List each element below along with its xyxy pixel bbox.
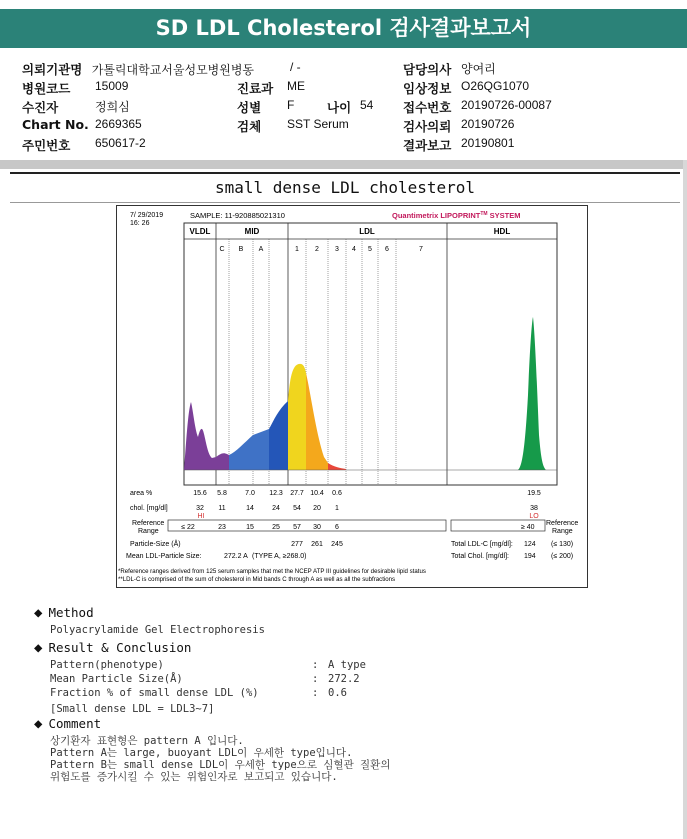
info-value: 650617-2 <box>95 136 146 150</box>
total-chol-value: 194 <box>524 553 536 560</box>
method-text: Polyacrylamide Gel Electrophoresis <box>50 624 265 636</box>
info-value: 20190726 <box>461 117 515 131</box>
report-title: small dense LDL cholesterol <box>10 172 680 203</box>
comment-line: 위험도를 증가시킬 수 있는 위험인자로 보고되고 있습니다. <box>50 771 338 783</box>
group-header-hdl: HDL <box>493 227 511 236</box>
mean-ldl-label: Mean LDL-Particle Size: <box>126 553 202 560</box>
mean-ldl-type: (TYPE A, ≥268.0) <box>252 553 307 560</box>
info-value: SST Serum <box>287 117 349 131</box>
band-label-a: A <box>258 246 264 253</box>
area-percent-cell: 5.8 <box>217 490 227 497</box>
chol-label: chol. [mg/dl] <box>130 505 168 512</box>
result-value: 0.6 <box>328 687 347 699</box>
particle-size-cell: 277 <box>291 541 303 548</box>
chart-sample: SAMPLE: 11-920885021310 <box>190 211 285 220</box>
total-ldl-label: Total LDL-C [mg/dl]: <box>451 541 513 548</box>
flag-hi: HI <box>197 513 205 520</box>
chol-cell: 20 <box>313 505 321 512</box>
area-percent-cell: 12.3 <box>269 490 283 497</box>
mean-ldl-value: 272.2 A <box>224 553 248 560</box>
band-label-4: 4 <box>352 246 356 253</box>
info-label: 접수번호 <box>403 100 452 115</box>
info-label: 진료과 <box>237 81 274 96</box>
area-percent-cell: 10.4 <box>310 490 324 497</box>
result-label: Fraction % of small dense LDL (%) <box>50 687 259 699</box>
band-label-2: 2 <box>315 246 319 253</box>
chol-cell: 32 <box>196 505 204 512</box>
info-label: 주민번호 <box>22 138 71 153</box>
area-percent-cell: 0.6 <box>332 490 342 497</box>
comment-heading: ◆ Comment <box>34 716 102 732</box>
total-ldl-ref: (≤ 130) <box>551 541 574 548</box>
footnote-1: *Reference ranges derived from 125 serum samples that met the NCEP ATP III guidelines for desirable lipid status <box>118 568 426 575</box>
info-label: 검사의뢰 <box>403 119 452 134</box>
result-label: Mean Particle Size(Å) <box>50 673 183 685</box>
ref-range-label: Reference <box>132 520 165 527</box>
info-value: 20190726-00087 <box>461 98 552 112</box>
info-label: 의뢰기관명 <box>22 62 83 77</box>
total-chol-ref: (≤ 200) <box>551 553 574 560</box>
comment-line: Pattern B는 small dense LDL이 우세한 type으로 심혈관 질환의 <box>50 759 391 771</box>
result-value: 272.2 <box>328 673 360 685</box>
ref-range-cell: 6 <box>335 524 339 531</box>
particle-size-cell: 261 <box>311 541 323 548</box>
age-value: 54 <box>360 98 374 112</box>
area-percent-cell: 7.0 <box>245 490 255 497</box>
result-sep: : <box>312 673 319 685</box>
ref-range-cell: 30 <box>313 524 321 531</box>
info-value: 양여리 <box>461 62 496 76</box>
info-label: 검체 <box>237 119 262 134</box>
scrollbar-track[interactable] <box>683 160 687 839</box>
particle-size-cell: 245 <box>331 541 343 548</box>
result-sep: : <box>312 687 319 699</box>
chart-date: 7/ 29/2019 <box>130 212 164 219</box>
chart-time: 16: 26 <box>130 220 150 227</box>
info-label: 담당의사 <box>403 62 452 77</box>
brand-logo: Quantimetrix LIPOPRINT™ SYSTEM <box>392 211 521 220</box>
band-label-6: 6 <box>385 246 389 253</box>
chol-cell: 54 <box>293 505 301 512</box>
total-chol-label: Total Chol. [mg/dl]: <box>451 553 509 560</box>
info-value: ME <box>287 79 305 93</box>
info-value: 15009 <box>95 79 129 93</box>
group-header-ldl: LDL <box>359 227 375 236</box>
band-label-1: 1 <box>295 246 299 253</box>
total-ldl-value: 124 <box>524 541 536 548</box>
result-note: [Small dense LDL = LDL3~7] <box>50 703 215 715</box>
info-label: 성별 <box>237 100 262 115</box>
info-value: 20190801 <box>461 136 515 150</box>
comment-line: Pattern A는 large, buoyant LDL이 우세한 type입니다. <box>50 747 353 759</box>
info-value: 2669365 <box>95 117 142 131</box>
side-ref-label: Reference <box>546 520 579 527</box>
particle-size-label: Particle-Size (Å) <box>130 541 181 548</box>
info-label: Chart No. <box>22 117 89 132</box>
peak-band-1 <box>288 364 306 470</box>
info-label: 결과보고 <box>403 138 452 153</box>
age-label: 나이 <box>327 100 352 115</box>
peak-band-c <box>216 453 229 470</box>
lipoprint-chart <box>116 205 588 588</box>
flag-lo: LO <box>529 513 539 520</box>
ref-range-cell: 15 <box>246 524 254 531</box>
side-ref-label-2: Range <box>552 528 573 535</box>
section-divider <box>0 160 687 169</box>
group-header-mid: MID <box>244 227 260 236</box>
comment-line: 상기환자 표현형은 pattern A 입니다. <box>50 735 244 747</box>
chol-cell: 11 <box>218 505 226 512</box>
band-label-c: C <box>219 246 225 253</box>
ward-value: / - <box>290 60 301 74</box>
hdl-ref: ≥ 40 <box>521 524 535 531</box>
result-label: Pattern(phenotype) <box>50 659 164 671</box>
group-header-vldl: VLDL <box>189 227 211 236</box>
chol-cell: 14 <box>246 505 254 512</box>
hdl-area-percent: 19.5 <box>527 490 541 497</box>
ref-range-label-2: Range <box>138 528 159 535</box>
band-label-5: 5 <box>368 246 372 253</box>
report-header-title: SD LDL Cholesterol 검사결과보고서 <box>0 9 687 48</box>
footnote-2: **LDL-C is comprised of the sum of cholesterol in Mid bands C through A as well as all the subfractions <box>118 576 396 583</box>
ref-range-cell: 23 <box>218 524 226 531</box>
ref-range-cell: ≤ 22 <box>181 524 195 531</box>
info-label: 수진자 <box>22 100 59 115</box>
info-label: 임상정보 <box>403 81 452 96</box>
particle-size-row <box>291 541 343 548</box>
method-heading: ◆ Method <box>34 605 94 621</box>
result-sep: : <box>312 659 319 671</box>
band-label-7: 7 <box>419 246 423 253</box>
band-label-b: B <box>238 246 244 253</box>
area-percent-cell: 27.7 <box>290 490 304 497</box>
result-value: A type <box>328 659 366 671</box>
info-value: 가톨릭대학교서울성모병원병동 <box>91 63 255 77</box>
area-percent-label: area % <box>130 490 153 497</box>
info-value: F <box>287 98 295 112</box>
ref-range-cell: 57 <box>293 524 301 531</box>
hdl-chol: 38 <box>530 505 538 512</box>
info-value: 정희심 <box>95 100 130 114</box>
info-value: O26QG1070 <box>461 79 530 93</box>
lipoprint-svg <box>116 205 588 588</box>
ref-range-cell: 25 <box>272 524 280 531</box>
chol-cell: 1 <box>335 505 339 512</box>
info-label: 병원코드 <box>22 81 71 96</box>
chol-cell: 24 <box>272 505 280 512</box>
result-heading: ◆ Result & Conclusion <box>34 640 192 656</box>
area-percent-cell: 15.6 <box>193 490 207 497</box>
band-label-3: 3 <box>335 246 339 253</box>
